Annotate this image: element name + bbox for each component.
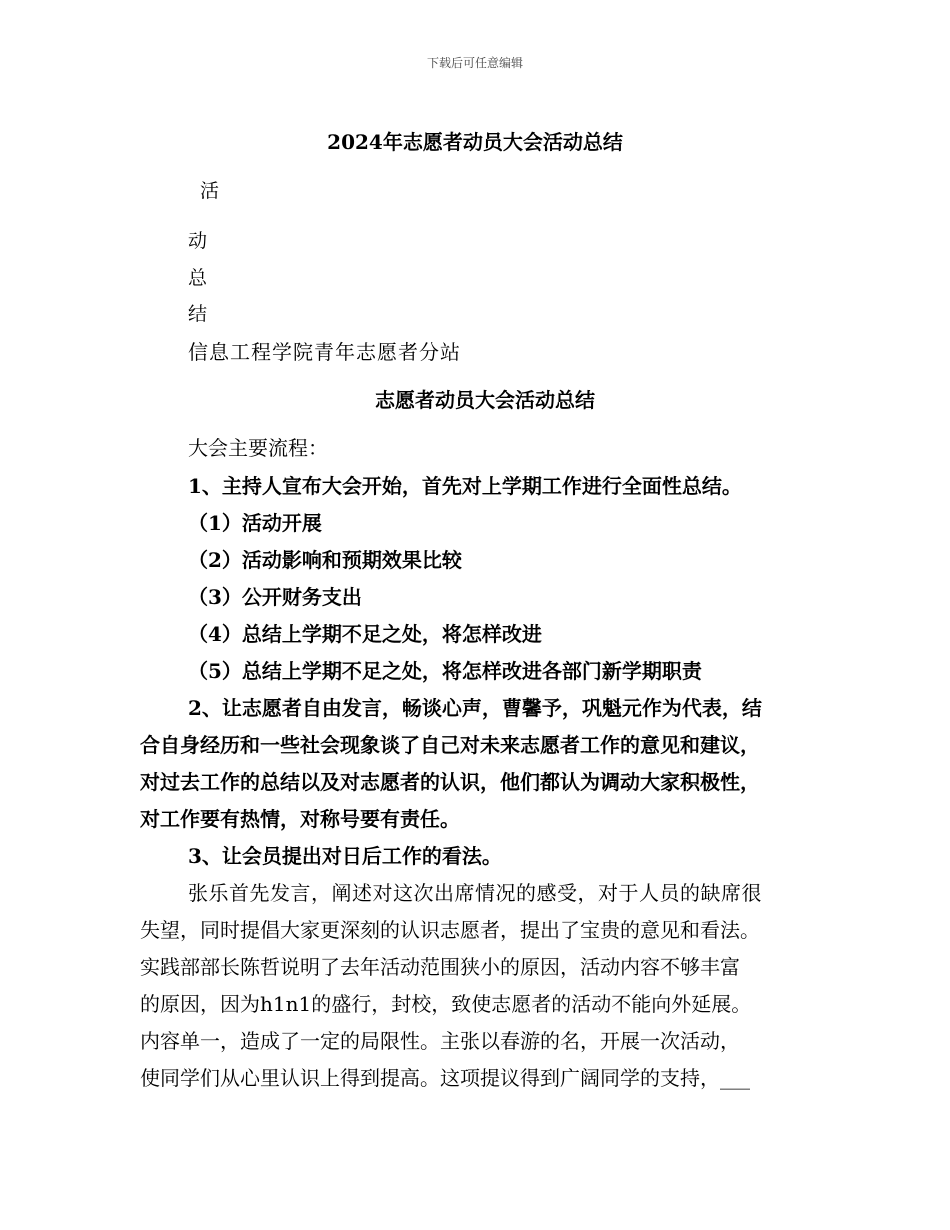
section-subtitle: 志愿者动员大会活动总结 [375,388,595,412]
sub-list-item: （2）活动影响和预期效果比较 [188,548,462,572]
organization-name: 信息工程学院青年志愿者分站 [188,340,461,364]
vertical-char: 结 [188,303,208,325]
document-title: 2024年志愿者动员大会活动总结 [327,130,623,154]
paragraph-line: 张乐首先发言，阐述对这次出席情况的感受，对于人员的缺席很 [188,881,762,905]
sub-list-item: （1）活动开展 [188,511,322,535]
sub-list-item: （4）总结上学期不足之处，将怎样改进 [188,622,542,646]
sub-list-item: （3）公开财务支出 [188,585,362,609]
paragraph-line: 对过去工作的总结以及对志愿者的认识，他们都认为调动大家积极性， [140,770,760,794]
paragraph-line: 的原因，因为h1n1的盛行，封校，致使志愿者的活动不能向外延展。 [140,992,752,1016]
paragraph-line: 实践部部长陈哲说明了去年活动范围狭小的原因，活动内容不够丰富 [140,955,740,979]
paragraph-line: 内容单一，造成了一定的局限性。主张以春游的名，开展一次活动， [140,1029,740,1053]
sub-list-item: （5）总结上学期不足之处，将怎样改进各部门新学期职责 [188,659,702,683]
list-item: 3、让会员提出对日后工作的看法。 [188,844,502,868]
paragraph-line: 失望，同时提倡大家更深刻的认识志愿者，提出了宝贵的意见和看法。 [140,918,760,942]
download-note: 下载后可任意编辑 [426,56,523,70]
vertical-char: 活 [200,180,220,202]
paragraph-line: 对工作要有热情，对称号要有责任。 [140,807,460,831]
vertical-char: 动 [188,230,208,252]
paragraph-line: 合自身经历和一些社会现象谈了自己对未来志愿者工作的意见和建议， [140,733,760,757]
paragraph-line: 2、让志愿者自由发言，畅谈心声，曹馨予，巩魁元作为代表，结 [188,696,762,720]
flow-heading: 大会主要流程： [188,436,328,460]
vertical-char: 总 [188,267,208,289]
list-item: 1、主持人宣布大会开始，首先对上学期工作进行全面性总结。 [188,474,742,498]
paragraph-line: 使同学们从心里认识上得到提高。这项提议得到广阔同学的支持，___ [140,1066,750,1090]
